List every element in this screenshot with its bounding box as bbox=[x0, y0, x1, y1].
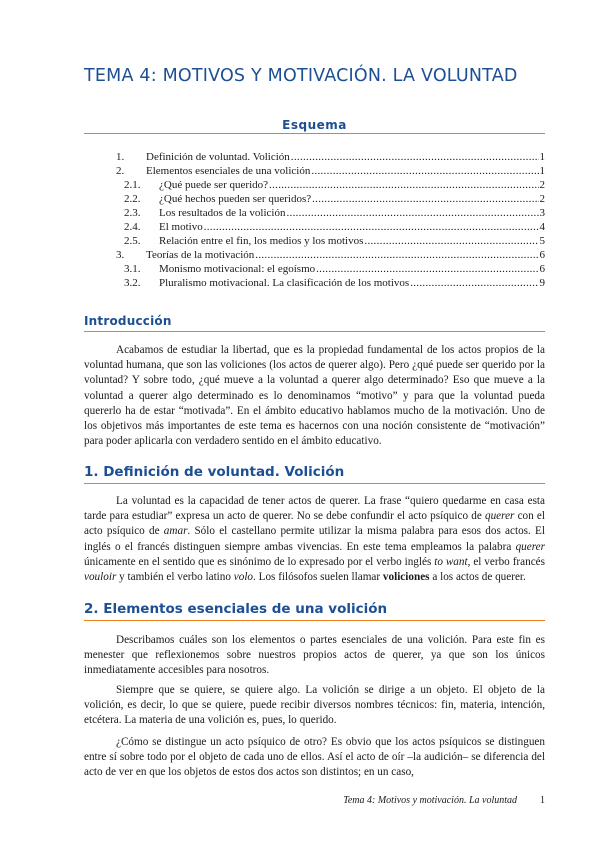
toc-entry-label: Los resultados de la volición bbox=[159, 207, 286, 219]
toc-entry[interactable] bbox=[124, 220, 545, 234]
toc-entry-number: 2.1. bbox=[124, 179, 141, 191]
toc-entry-number: 2.3. bbox=[124, 207, 141, 219]
toc-entry-number: 2.2. bbox=[124, 193, 141, 205]
toc-leader bbox=[204, 220, 539, 234]
toc-entry-number: 3.1. bbox=[124, 263, 141, 275]
toc-entry[interactable] bbox=[124, 262, 545, 276]
toc-entry-label: Pluralismo motivacional. La clasificación de los motivos bbox=[159, 277, 410, 289]
toc-entry[interactable] bbox=[116, 150, 545, 164]
toc-entry-label: Relación entre el fin, los medios y los motivos bbox=[159, 235, 364, 247]
page-number: 1 bbox=[540, 795, 545, 806]
toc-entry-number: 3.2. bbox=[124, 277, 141, 289]
toc-entry-label: El motivo bbox=[159, 221, 203, 233]
toc-entry-label: Elementos esenciales de una volición bbox=[146, 165, 311, 177]
intro-paragraph: Acabamos de estudiar la libertad, que es la propiedad fundamental de los actos propios de la voluntad humana, que son las voliciones (los actos de querer algo). Pero ¿qué puede ser querido por la voluntad? Y sobre todo, ¿qué mueve a la voluntad a querer algo determinado? Eso que mueve a la voluntad a querer algo determinado es lo denominamos “motivo” y para que la voluntad pueda quererlo ha de estar “motivada”. En el ámbito educativo hablamos mucho de la motivación. Uno de los objetivos más importantes de este tema es hacernos con una noción consistente de “motivación” para poder aplicarla con verdadero sentido en el ámbito educativo. bbox=[84, 344, 545, 448]
toc-leader bbox=[364, 234, 538, 248]
toc-entry-number: 2. bbox=[116, 165, 125, 177]
toc-leader bbox=[291, 150, 539, 164]
toc-leader bbox=[312, 192, 538, 206]
toc-entry-label: Monismo motivacional: el egoísmo bbox=[159, 263, 316, 275]
section-rule bbox=[84, 331, 545, 332]
toc-entry-page: 1 bbox=[539, 151, 545, 163]
section-rule bbox=[84, 620, 545, 621]
section-rule bbox=[84, 483, 545, 484]
section-2-paragraph-1: Describamos cuáles son los elementos o partes esenciales de una volición. Para este fin es menester que reflexionemos sobre nuestros propios actos de querer, ya que son los únicos inmediatamente accesibles para nosotros. bbox=[84, 634, 545, 677]
document-title: TEMA 4: MOTIVOS Y MOTIVACIÓN. LA VOLUNTAD bbox=[84, 66, 518, 86]
toc-entry[interactable] bbox=[124, 234, 545, 248]
toc-entry-page: 9 bbox=[539, 277, 545, 289]
toc-entry-number: 2.5. bbox=[124, 235, 141, 247]
schema-rule bbox=[84, 133, 545, 134]
toc-entry-number: 2.4. bbox=[124, 221, 141, 233]
toc-entry[interactable] bbox=[124, 178, 545, 192]
toc-entry[interactable] bbox=[124, 206, 545, 220]
toc-entry[interactable] bbox=[124, 192, 545, 206]
toc-leader bbox=[316, 262, 538, 276]
toc-entry-page: 3 bbox=[539, 207, 545, 219]
section-heading-introduccion: Introducción bbox=[84, 314, 172, 328]
toc-entry[interactable] bbox=[116, 164, 545, 178]
section-2-paragraph-2: Siempre que se quiere, se quiere algo. La volición se dirige a un objeto. El objeto de la volición, es decir, lo que se quiere, puede recibir diversos nombres técnicos: fin, materia, intención, etcétera. La materia de una volición es, pues, lo querido. bbox=[84, 684, 545, 727]
toc-entry-label: Definición de voluntad. Volición bbox=[146, 151, 290, 163]
section-2-paragraph-3: ¿Cómo se distingue un acto psíquico de otro? Es obvio que los actos psíquicos se distinguen entre sí sobre todo por el objeto de cada uno de ellos. Así el acto de oír –la audición– se diferencia del acto de ver en que los objetos de estos dos actos son distintos; en un caso, bbox=[84, 736, 545, 779]
toc-entry-label: Teorías de la motivación bbox=[146, 249, 255, 261]
toc-entry-page: 2 bbox=[539, 179, 545, 191]
toc-entry-page: 4 bbox=[539, 221, 545, 233]
schema-title: Esquema bbox=[282, 118, 347, 132]
running-title: Tema 4: Motivos y motivación. La voluntad bbox=[343, 795, 517, 806]
section-heading-2: 2. Elementos esenciales de una volición bbox=[84, 601, 388, 617]
toc-entry-number: 3. bbox=[116, 249, 125, 261]
toc-leader bbox=[255, 248, 538, 262]
section-1-paragraph: La voluntad es la capacidad de tener actos de querer. La frase “quiero quedarme en casa esta tarde para estudiar” expresa un acto de querer. No se debe confundir el acto psíquico de querer con el acto psíquico de amar. Sólo el castellano permite utilizar la misma palabra para esos dos actos. El inglés o el francés distinguen siempre ambas vivencias. En este tema empleamos la palabra querer únicamente en el sentido que es sinónimo de lo expresado por el verbo inglés to want, el verbo francés vouloir y también el verbo latino volo. Los filósofos suelen llamar voliciones a los actos de querer. bbox=[84, 495, 545, 584]
toc-entry-page: 5 bbox=[539, 235, 545, 247]
page-footer bbox=[84, 795, 545, 811]
toc-entry-page: 2 bbox=[539, 193, 545, 205]
section-heading-1: 1. Definición de voluntad. Volición bbox=[84, 464, 345, 480]
toc-entry-label: ¿Qué hechos pueden ser queridos? bbox=[159, 193, 312, 205]
toc-leader bbox=[410, 276, 538, 290]
toc-entry[interactable] bbox=[116, 248, 545, 262]
toc-leader bbox=[286, 206, 538, 220]
toc-entry-number: 1. bbox=[116, 151, 125, 163]
toc-entry-page: 1 bbox=[539, 165, 545, 177]
toc-entry-page: 6 bbox=[539, 249, 545, 261]
toc-entry-label: ¿Qué puede ser querido? bbox=[159, 179, 269, 191]
toc-entry[interactable] bbox=[124, 276, 545, 290]
toc-leader bbox=[269, 178, 538, 192]
toc-entry-page: 6 bbox=[539, 263, 545, 275]
toc-leader bbox=[311, 164, 538, 178]
